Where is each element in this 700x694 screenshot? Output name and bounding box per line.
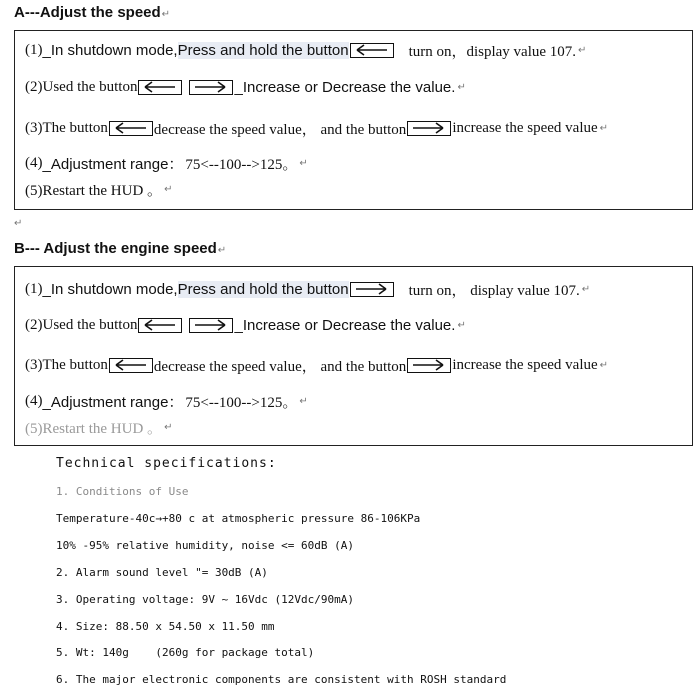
section-b-title: B--- Adjust the engine speed↵	[14, 240, 227, 257]
spec-line: 10% -95% relative humidity, noise <= 60dB (A)	[56, 539, 355, 552]
left-arrow-key-icon	[109, 121, 153, 136]
section-b-item-2: (2)Used the button _Increase or Decrease the value. ↵	[25, 317, 466, 334]
spec-line: 3. Operating voltage: 9V ~ 16Vdc (12Vdc/90mA)	[56, 593, 355, 606]
right-arrow-key-icon	[189, 80, 233, 95]
spec-line: 2. Alarm sound level "= 30dB (A)	[56, 566, 268, 579]
section-b-item-3: (3)The button decrease the speed value， and the button increase the speed value ↵	[25, 357, 609, 375]
right-arrow-key-icon	[350, 282, 394, 297]
left-arrow-key-icon	[350, 43, 394, 58]
section-a-title: A---Adjust the speed↵	[14, 4, 171, 21]
spec-line: 5. Wt: 140g (260g for package total)	[56, 646, 315, 659]
pilcrow-mark: ↵	[161, 9, 171, 20]
section-a-item-3: (3)The button decrease the speed value， and the button increase the speed value ↵	[25, 120, 609, 138]
spec-line: 4. Size: 88.50 x 54.50 x 11.50 mm	[56, 620, 275, 633]
left-arrow-key-icon	[138, 318, 182, 333]
section-b-item-4: (4) _Adjustment range： 75<--100-->125。 ↵	[25, 393, 308, 411]
paragraph-mark: ↵	[14, 218, 23, 229]
spec-line: 6. The major electronic components are consistent with ROSH standard	[56, 673, 507, 686]
specs-heading: Technical specifications:	[56, 456, 277, 471]
specs-conditions: 1. Conditions of Use	[56, 485, 189, 498]
spec-line: Temperature-40c→+80 c at atmospheric pressure 86-106KPa	[56, 512, 421, 525]
left-arrow-key-icon	[138, 80, 182, 95]
right-arrow-key-icon	[189, 318, 233, 333]
section-b-item-5: (5)Restart the HUD 。 ↵	[25, 421, 173, 437]
section-a-item-5: (5)Restart the HUD 。 ↵	[25, 183, 173, 199]
pilcrow-mark: ↵	[217, 245, 227, 256]
section-a-box	[14, 30, 693, 210]
section-a-item-4: (4) _Adjustment range： 75<--100-->125。 ↵	[25, 155, 308, 173]
section-b-item-1: (1) _In shutdown mode, Press and hold the button turn on， display value 107. ↵	[25, 281, 591, 299]
section-a-item-1: (1) _In shutdown mode, Press and hold the button turn on，display value 107. ↵	[25, 42, 587, 60]
left-arrow-key-icon	[109, 358, 153, 373]
right-arrow-key-icon	[407, 121, 451, 136]
section-b-box	[14, 266, 693, 446]
section-a-item-2: (2)Used the button _Increase or Decrease the value. ↵	[25, 79, 466, 96]
right-arrow-key-icon	[407, 358, 451, 373]
